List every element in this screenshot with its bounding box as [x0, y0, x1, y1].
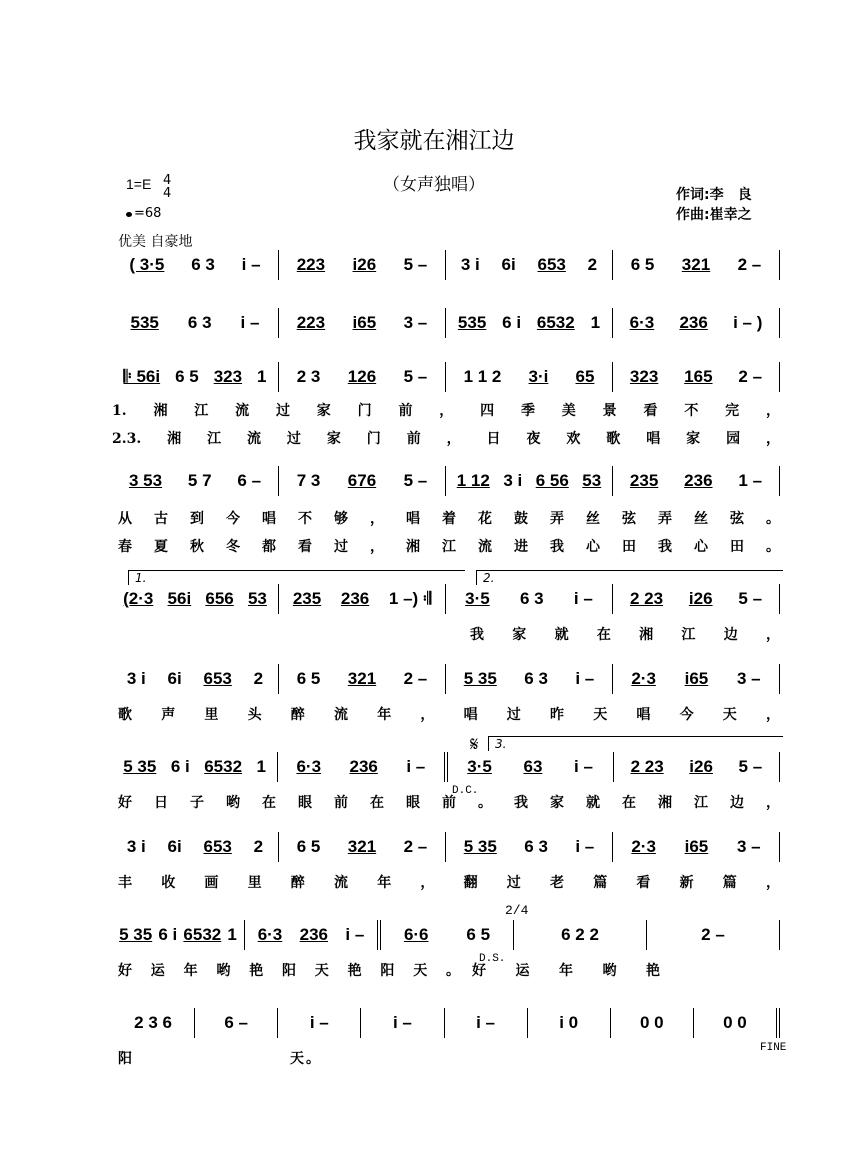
note-group: 2 3 — [296, 367, 321, 386]
note-group: 7 3 — [296, 471, 321, 490]
time-signature-top: 4 — [163, 173, 172, 188]
note-group: 5 – — [403, 255, 428, 274]
note-group: 1 — [227, 925, 237, 944]
measure — [112, 832, 279, 862]
lyric-line: 春夏秋冬都看过，湘江流进我心田我心田。 — [118, 539, 780, 555]
note-group: 2 – — [403, 837, 428, 856]
note-group: i26 — [689, 757, 713, 776]
note-group: 535 — [457, 313, 487, 332]
note-group: 3 – — [736, 669, 761, 688]
note-group: 535 — [130, 313, 159, 332]
note-group: 165 — [684, 367, 713, 386]
note-group: 6i — [167, 669, 182, 688]
measure — [446, 584, 613, 614]
measure — [613, 466, 780, 496]
measure — [112, 250, 279, 280]
note-group: 2 – — [737, 255, 762, 274]
measure — [613, 832, 780, 862]
measure — [112, 1008, 195, 1038]
note-group: 5 35 — [463, 837, 497, 856]
measure — [528, 1008, 611, 1038]
measure — [613, 308, 780, 338]
measure — [446, 250, 613, 280]
measure — [112, 584, 279, 614]
lyric-line: 好运年哟艳阳天艳阳天。 — [118, 963, 460, 979]
measure — [112, 920, 245, 950]
note-group: 5 – — [403, 471, 428, 490]
notation-row — [112, 832, 780, 862]
note-group: i – — [575, 669, 595, 688]
notation-row — [112, 466, 780, 496]
measure — [112, 466, 279, 496]
measure — [361, 1008, 444, 1038]
measure — [112, 752, 278, 782]
note-group: 6 5 — [296, 837, 321, 856]
note-group: 5 7 — [187, 471, 212, 490]
notation-row — [112, 584, 780, 614]
notation-row — [112, 1008, 780, 1038]
tempo-value: =68 — [134, 206, 162, 221]
note-group: 63 — [523, 757, 543, 776]
note-group: 236 — [679, 313, 708, 332]
note-group: 236 — [299, 925, 329, 944]
note-group: 5 35 — [463, 669, 497, 688]
note-group: 6 – — [224, 1013, 248, 1032]
measure — [446, 362, 613, 392]
note-group: 656 — [205, 589, 234, 608]
lyric-line: 丰收画里醉流年，翻过老篇看新篇， — [118, 875, 780, 891]
note-group: 6532 — [536, 313, 575, 332]
note-group: 6 i — [158, 925, 178, 944]
note-group: 6 3 — [520, 589, 544, 608]
measure — [381, 920, 514, 950]
note-group: 56i — [167, 589, 192, 608]
note-group: 6·3 — [296, 757, 322, 776]
expression-marking: 优美 自豪地 — [118, 234, 193, 250]
measure — [278, 752, 447, 782]
note-group: i – — [241, 255, 261, 274]
note-group: 6 5 — [466, 925, 491, 944]
note-group: 6 5 — [175, 367, 199, 386]
note-group: i – — [573, 589, 593, 608]
subtitle: （女声独唱） — [383, 175, 485, 195]
note-group: i26 — [688, 589, 713, 608]
note-group: 5 – — [738, 757, 763, 776]
note-group: 2 — [253, 837, 264, 856]
note-group: 223 — [296, 313, 326, 332]
note-group: 2 — [253, 669, 264, 688]
measure — [647, 920, 780, 950]
lyric-line: 好运年哟艳 — [472, 963, 660, 979]
note-group: 0 0 — [723, 1013, 747, 1032]
note-group: 65 — [575, 367, 595, 386]
measure — [514, 920, 647, 950]
note-group: 653 — [537, 255, 566, 274]
measure — [446, 308, 613, 338]
measure — [613, 584, 780, 614]
note-group: 6 2 2 — [561, 925, 599, 944]
notation-row — [112, 752, 780, 782]
note-group: 3 – — [736, 837, 761, 856]
note-group: 6 3 — [187, 313, 212, 332]
note-group: 2 — [587, 255, 598, 274]
lyric-line: 1.湘江流过家门前，四季美景看不完， — [112, 403, 780, 419]
note-group: 53 — [247, 589, 267, 608]
note-group: 126 — [347, 367, 377, 386]
note-group: 6 5 — [296, 669, 321, 688]
note-group: 6 – — [237, 471, 262, 490]
note-group: 235 — [292, 589, 322, 608]
note-group: 6i — [501, 255, 516, 274]
note-group: 53 — [582, 471, 602, 490]
note-group: 6 3 — [524, 837, 548, 856]
fine-marking: FINE — [760, 1042, 787, 1054]
measure — [279, 664, 446, 694]
dc-marking: D.C. — [452, 785, 479, 797]
measure — [613, 250, 780, 280]
note-group: 236 — [349, 757, 378, 776]
note-group: 6532 — [183, 925, 222, 944]
note-group: 6 3 — [524, 669, 548, 688]
tempo-marking — [126, 206, 161, 221]
notation-row — [112, 308, 780, 338]
note-group: ( 3·5 — [129, 255, 165, 274]
measure — [694, 1008, 780, 1038]
lyricist-credit: 作词:李 良 — [676, 187, 752, 203]
note-group: 6·6 — [403, 925, 429, 944]
note-group: 321 — [347, 669, 377, 688]
note-group: i26 — [352, 255, 377, 274]
measure — [614, 752, 780, 782]
note-group: 5 – — [403, 367, 428, 386]
notation-row — [112, 250, 780, 280]
note-group: 1 1 2 — [463, 367, 502, 386]
volta-bracket: 3. — [488, 736, 783, 751]
measure — [613, 664, 780, 694]
note-group: 3 – — [403, 313, 428, 332]
note-group: 2 23 — [629, 589, 664, 608]
measure — [611, 1008, 694, 1038]
note-group: i – — [392, 1013, 412, 1032]
note-group: 3 53 — [128, 471, 163, 490]
lyric-line: 从古到今唱不够，唱着花鼓弄丝弦弄丝弦。 — [118, 511, 780, 527]
note-group: i – — [240, 313, 260, 332]
note-group: 1 – — [738, 471, 763, 490]
note-group: i65 — [684, 669, 709, 688]
note-group: 653 — [203, 669, 232, 688]
measure — [613, 362, 780, 392]
lyric-line: 2.3.湘江流过家门前，日夜欢歌唱家园， — [112, 431, 780, 447]
note-group: 3 i — [126, 837, 146, 856]
measure — [445, 1008, 528, 1038]
note-group: 1 — [590, 313, 601, 332]
note-group: 236 — [684, 471, 713, 490]
note-group: 1 –) 𝄇 — [388, 589, 432, 608]
measure — [112, 362, 279, 392]
note-group: 6·3 — [629, 313, 655, 332]
note-group: 2 – — [738, 367, 763, 386]
measure — [279, 308, 446, 338]
measure — [446, 832, 613, 862]
quarter-note-icon — [126, 212, 132, 217]
song-title: 我家就在湘江边 — [353, 128, 515, 154]
time-signature-bottom: 4 — [163, 186, 172, 201]
note-group: 6 i — [170, 757, 190, 776]
time-change-marking: 2/4 — [505, 903, 529, 918]
measure — [279, 466, 446, 496]
note-group: 1 12 — [456, 471, 490, 490]
note-group: 3·5 — [467, 757, 492, 776]
notation-row — [112, 920, 780, 950]
lyric-line: 歌声里头醉流年，唱过昨天唱今天， — [118, 707, 780, 723]
note-group: 653 — [203, 837, 232, 856]
note-group: 3 i — [126, 669, 146, 688]
lyric-line: 好日子哟在眼前在眼前。我家就在湘江边， — [118, 795, 780, 811]
notation-row — [112, 362, 780, 392]
note-group: 321 — [347, 837, 377, 856]
note-group: 5 35 — [119, 925, 153, 944]
note-group: 6 5 — [630, 255, 655, 274]
note-group: 321 — [681, 255, 711, 274]
measure — [446, 466, 613, 496]
note-group: 1 — [256, 757, 266, 776]
measure — [195, 1008, 278, 1038]
lyric-line: 我家就在湘江边， — [470, 627, 780, 643]
note-group: i 0 — [559, 1013, 579, 1032]
note-group: 323 — [213, 367, 243, 386]
note-group: 6·3 — [257, 925, 283, 944]
note-group: 6 56 — [535, 471, 569, 490]
note-group: i – — [406, 757, 426, 776]
volta-bracket: 1. — [128, 570, 465, 585]
note-group: i – — [575, 837, 595, 856]
note-group: (2·3 — [123, 589, 154, 608]
notation-row — [112, 664, 780, 694]
measure — [112, 664, 279, 694]
note-group: 6532 — [204, 757, 243, 776]
measure — [446, 664, 613, 694]
key-signature: 1=E — [126, 176, 152, 192]
note-group: 223 — [296, 255, 326, 274]
note-group: i – — [574, 757, 593, 776]
note-group: 2 3 6 — [134, 1013, 172, 1032]
note-group: 1 — [257, 367, 267, 386]
measure — [279, 250, 446, 280]
measure — [279, 584, 446, 614]
note-group: 6 3 — [191, 255, 215, 274]
note-group: 6i — [167, 837, 182, 856]
note-group: i – — [345, 925, 365, 944]
note-group: 𝄆 56i — [123, 367, 161, 386]
ds-marking: D.S. — [479, 953, 506, 965]
note-group: 235 — [629, 471, 659, 490]
note-group: 2·3 — [631, 669, 656, 688]
note-group: i – — [476, 1013, 496, 1032]
note-group: i – — [309, 1013, 329, 1032]
note-group: 5 35 — [123, 757, 157, 776]
note-group: 3 i — [503, 471, 523, 490]
note-group: 323 — [629, 367, 659, 386]
note-group: i65 — [684, 837, 709, 856]
note-group: i65 — [352, 313, 377, 332]
measure — [279, 832, 446, 862]
note-group: 3·5 — [465, 589, 490, 608]
note-group: 236 — [340, 589, 370, 608]
lyric-line: 天。 — [290, 1051, 320, 1067]
note-group: i – ) — [733, 313, 763, 332]
note-group: 3·i — [528, 367, 549, 386]
note-group: 2·3 — [631, 837, 656, 856]
note-group: 2 – — [701, 925, 725, 944]
measure — [112, 308, 279, 338]
note-group: 2 – — [403, 669, 428, 688]
volta-bracket: 2. — [476, 570, 783, 585]
note-group: 5 – — [738, 589, 763, 608]
note-group: 6 i — [502, 313, 522, 332]
note-group: 3 i — [460, 255, 480, 274]
note-group: 0 0 — [639, 1013, 664, 1032]
lyric-line: 阳 — [118, 1051, 132, 1067]
measure — [245, 920, 381, 950]
note-group: 676 — [347, 471, 377, 490]
measure — [278, 1008, 361, 1038]
time-signature — [163, 174, 171, 200]
composer-credit: 作曲:崔幸之 — [676, 207, 752, 223]
measure — [279, 362, 446, 392]
segno-icon: 𝄋 — [470, 735, 479, 758]
note-group: 2 23 — [630, 757, 664, 776]
